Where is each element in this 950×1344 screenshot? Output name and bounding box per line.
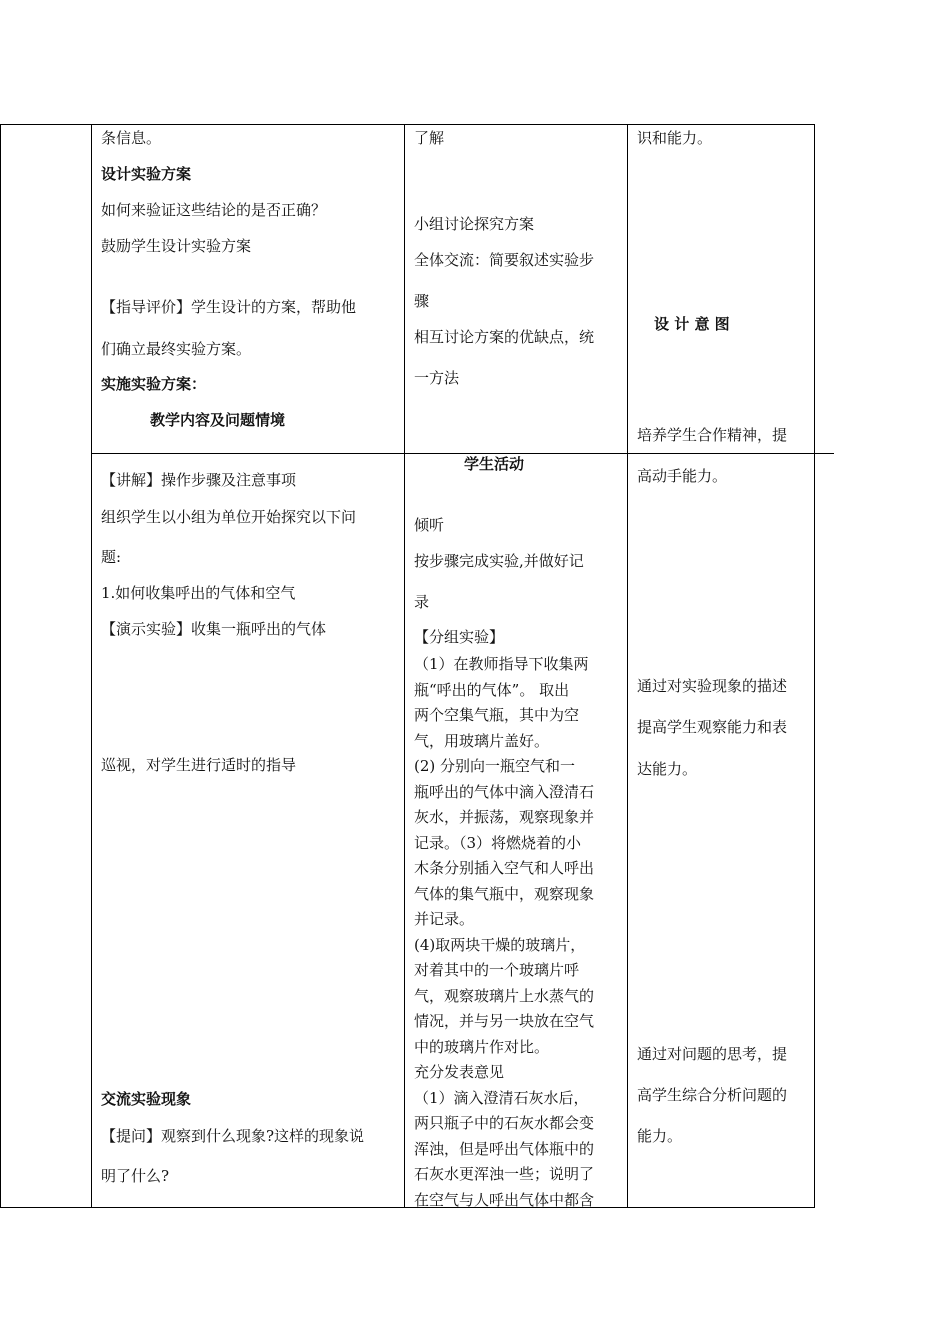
col2-text: 按步骤完成实验,并做好记 [414, 552, 584, 570]
col3-column-header: 设 计 意 图 [654, 315, 730, 333]
col2-steps-list [414, 652, 624, 1213]
col2-step-line: 记录。（3）将燃烧着的小 [414, 833, 582, 852]
col2-step-line: 石灰水更浑浊一些；说明了 [414, 1165, 595, 1183]
col1-text: 【讲解】操作步骤及注意事项 [101, 471, 297, 489]
col2-step-line: (2) 分别向一瓶空气和一 [414, 757, 576, 775]
col2-step-line: 充分发表意见 [414, 1063, 505, 1081]
col1-text: 题: [101, 548, 122, 566]
col2-text: 一方法 [414, 369, 460, 387]
col1-text: 如何来验证这些结论的是否正确？ [101, 201, 327, 219]
column-border-3 [627, 124, 628, 1208]
col1-text: 条信息。 [101, 129, 162, 147]
col3-text: 通过对问题的思考，提 [637, 1045, 788, 1063]
col1-text: 【演示实验】收集一瓶呼出的气体 [101, 620, 327, 638]
col2-step-line: 中的玻璃片作对比。 [414, 1037, 550, 1056]
section-divider [92, 453, 834, 454]
col2-text: 相互讨论方案的优缺点，统 [414, 328, 595, 346]
col1-text: 鼓励学生设计实验方案 [101, 237, 252, 255]
col2-text: 【分组实验】 [414, 628, 505, 646]
col2-step-line: 灰水，并振荡，观察现象并 [414, 808, 595, 826]
col2-step-line: 两个空集气瓶，其中为空 [414, 706, 580, 724]
table-bottom-border [0, 1207, 815, 1208]
col2-text: 骤 [414, 292, 430, 310]
col2-step-line: (4)取两块干燥的玻璃片， [414, 935, 586, 954]
col3-text: 高学生综合分析问题的 [637, 1086, 788, 1104]
col2-step-line: 气，用玻璃片盖好。 [414, 731, 550, 750]
column-border-left [0, 124, 1, 1208]
col3-text: 能力。 [637, 1127, 683, 1145]
col1-heading-exchange: 交流实验现象 [101, 1090, 192, 1108]
col2-step-line: 瓶“呼出的气体”。 取出 [414, 680, 570, 699]
col2-text: 了解 [414, 129, 445, 147]
column-border-2 [404, 124, 405, 1208]
col1-text: 【提问】观察到什么现象?这样的现象说 [101, 1127, 365, 1145]
col2-step-line: （1）在教师指导下收集两 [414, 655, 589, 673]
col2-step-line: 并记录。 [414, 910, 475, 928]
col2-step-line: 气体的集气瓶中，观察现象 [414, 884, 595, 903]
col2-step-line: 两只瓶子中的石灰水都会变 [414, 1114, 595, 1132]
col2-text: 录 [414, 593, 430, 611]
col1-column-header: 教学内容及问题情境 [150, 411, 286, 429]
col2-step-line: 情况，并与另一块放在空气 [414, 1012, 595, 1030]
col3-text: 通过对实验现象的描述 [637, 677, 788, 695]
col3-text: 高动手能力。 [637, 467, 728, 485]
col1-text: 组织学生以小组为单位开始探究以下问 [101, 508, 357, 526]
col3-text: 提高学生观察能力和表 [637, 718, 788, 736]
col1-text: 巡视，对学生进行适时的指导 [101, 756, 297, 774]
col1-text: 1.如何收集呼出的气体和空气 [101, 584, 296, 602]
col2-step-line: 瓶呼出的气体中滴入澄清石 [414, 782, 595, 801]
col2-step-line: 对着其中的一个玻璃片呼 [414, 961, 580, 979]
col2-text: 小组讨论探究方案 [414, 215, 535, 233]
col2-step-line: 气，观察玻璃片上水蒸气的 [414, 986, 595, 1005]
table-top-border [0, 124, 815, 125]
col1-text: 明了什么? [101, 1167, 170, 1185]
col2-text: 倾听 [414, 516, 445, 534]
col2-step-line: 木条分别插入空气和人呼出 [414, 859, 595, 877]
col3-text: 识和能力。 [637, 129, 713, 147]
col1-heading-implement: 实施实验方案： [101, 375, 207, 393]
column-border-1 [91, 124, 92, 1208]
col2-step-line: 在空气与人呼出气体中都含 [414, 1190, 595, 1209]
col3-text: 达能力。 [637, 760, 698, 778]
col2-step-line: （1）滴入澄清石灰水后， [414, 1088, 589, 1107]
col1-text: 们确立最终实验方案。 [101, 340, 252, 358]
col1-heading-design: 设计实验方案 [101, 165, 192, 183]
col2-step-line: 浑浊，但是呼出气体瓶中的 [414, 1139, 595, 1158]
col2-text: 全体交流：简要叙述实验步 [414, 251, 595, 269]
col1-text: 【指导评价】学生设计的方案，帮助他 [101, 298, 357, 316]
col2-column-header: 学生活动 [464, 455, 525, 473]
column-border-right [814, 124, 815, 1208]
col3-text: 培养学生合作精神，提 [637, 426, 788, 444]
